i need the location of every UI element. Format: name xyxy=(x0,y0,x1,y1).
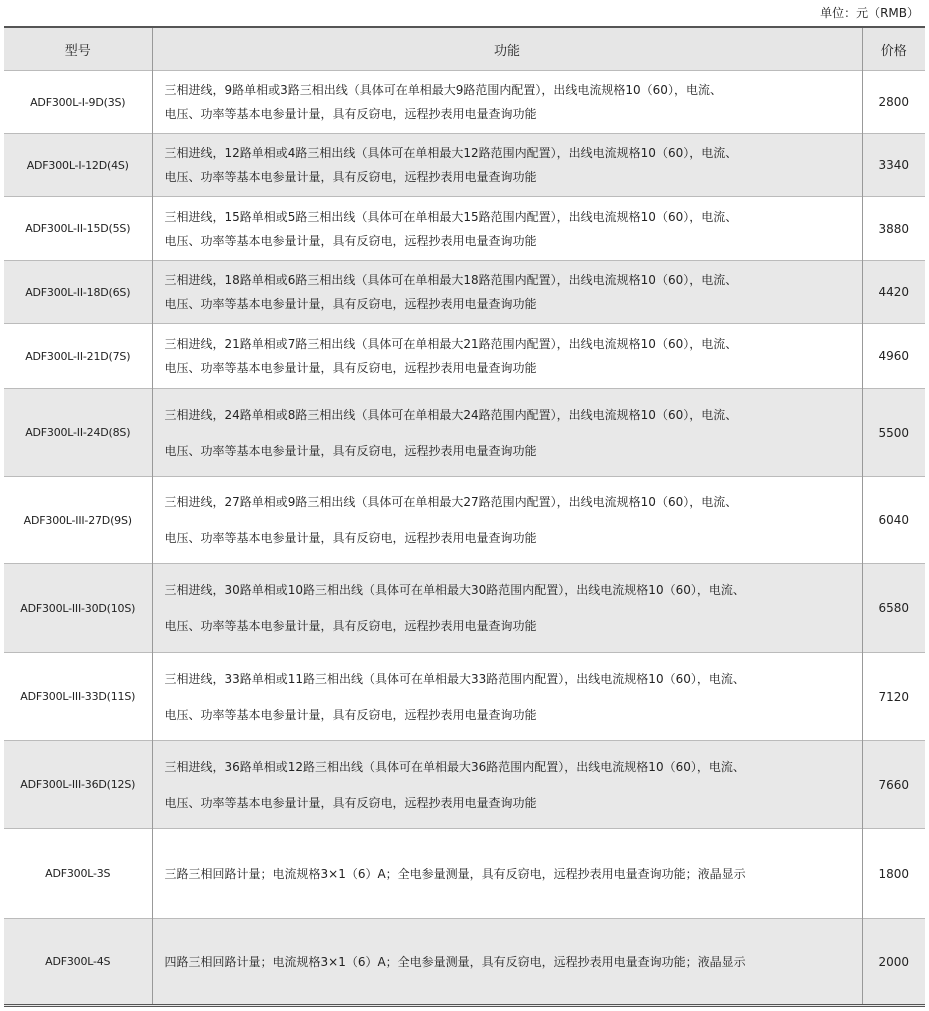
function-line-1: 三相进线，15路单相或5路三相出线（具体可在单相最大15路范围内配置），出线电流规格10（60），电流、 xyxy=(164,209,738,224)
function-line-1: 三相进线，18路单相或6路三相出线（具体可在单相最大18路范围内配置），出线电流规格10（60），电流、 xyxy=(164,273,738,287)
function-cell xyxy=(152,919,862,1006)
table-header-row xyxy=(4,27,925,71)
function-line-2: 电压、功率等基本电参量计量，具有反窃电，远程抄表用电量查询功能 xyxy=(164,107,537,121)
price-cell: 4420 xyxy=(862,261,925,324)
price-cell: 2000 xyxy=(862,919,925,1006)
function-line-2: 电压、功率等基本电参量计量，具有反窃电，远程抄表用电量查询功能 xyxy=(164,233,537,248)
table-row xyxy=(4,324,925,389)
model-cell: ADF300L-III-27D(9S) xyxy=(4,477,152,564)
function-line-1: 三相进线，36路单相或12路三相出线（具体可在单相最大36路范围内配置），出线电流规格10（60），电流、 xyxy=(164,759,745,774)
function-cell xyxy=(152,324,862,389)
table-row xyxy=(4,134,925,197)
model-cell: ADF300L-III-30D(10S) xyxy=(4,564,152,653)
model-cell: ADF300L-II-15D(5S) xyxy=(4,197,152,261)
price-cell: 3880 xyxy=(862,197,925,261)
model-cell: ADF300L-II-24D(8S) xyxy=(4,389,152,477)
function-cell xyxy=(152,829,862,919)
function-line-1: 四路三相回路计量；电流规格3×1（6）A；全电参量测量，具有反窃电，远程抄表用电量查询功能；液晶显示 xyxy=(164,954,746,969)
price-cell: 3340 xyxy=(862,134,925,197)
function-cell xyxy=(152,389,862,477)
table-row xyxy=(4,71,925,134)
table-row xyxy=(4,261,925,324)
table-row xyxy=(4,389,925,477)
model-cell: ADF300L-III-33D(11S) xyxy=(4,653,152,741)
function-line-1: 三相进线，27路单相或9路三相出线（具体可在单相最大27路范围内配置），出线电流规格10（60），电流、 xyxy=(164,495,738,509)
function-cell xyxy=(152,261,862,324)
function-line-1: 三路三相回路计量；电流规格3×1（6）A；全电参量测量，具有反窃电，远程抄表用电量查询功能；液晶显示 xyxy=(164,866,746,881)
model-cell: ADF300L-4S xyxy=(4,919,152,1006)
price-cell: 1800 xyxy=(862,829,925,919)
model-cell: ADF300L-3S xyxy=(4,829,152,919)
price-cell: 5500 xyxy=(862,389,925,477)
table-row xyxy=(4,653,925,741)
model-cell: ADF300L-II-21D(7S) xyxy=(4,324,152,389)
function-line-1: 三相进线，9路单相或3路三相出线（具体可在单相最大9路范围内配置），出线电流规格10（60），电流、 xyxy=(164,83,722,97)
header-function: 功能 xyxy=(152,27,862,71)
function-cell xyxy=(152,197,862,261)
price-cell: 4960 xyxy=(862,324,925,389)
model-cell: ADF300L-I-9D(3S) xyxy=(4,71,152,134)
table-row xyxy=(4,919,925,1006)
function-line-2: 电压、功率等基本电参量计量，具有反窃电，远程抄表用电量查询功能 xyxy=(164,443,537,458)
function-line-1: 三相进线，12路单相或4路三相出线（具体可在单相最大12路范围内配置），出线电流规格10（60），电流、 xyxy=(164,146,738,160)
function-cell xyxy=(152,564,862,653)
price-cell: 2800 xyxy=(862,71,925,134)
function-line-2: 电压、功率等基本电参量计量，具有反窃电，远程抄表用电量查询功能 xyxy=(164,707,537,722)
header-model: 型号 xyxy=(4,27,152,71)
unit-label: 单位：元（RMB） xyxy=(820,6,919,20)
price-table xyxy=(4,26,925,1007)
price-cell: 6040 xyxy=(862,477,925,564)
table-row xyxy=(4,741,925,829)
function-line-2: 电压、功率等基本电参量计量，具有反窃电，远程抄表用电量查询功能 xyxy=(164,361,537,375)
function-cell xyxy=(152,134,862,197)
price-cell: 7660 xyxy=(862,741,925,829)
function-line-2: 电压、功率等基本电参量计量，具有反窃电，远程抄表用电量查询功能 xyxy=(164,170,537,184)
function-line-2: 电压、功率等基本电参量计量，具有反窃电，远程抄表用电量查询功能 xyxy=(164,619,537,633)
function-cell xyxy=(152,741,862,829)
model-cell: ADF300L-II-18D(6S) xyxy=(4,261,152,324)
price-cell: 6580 xyxy=(862,564,925,653)
table-row xyxy=(4,564,925,653)
function-cell xyxy=(152,653,862,741)
model-cell: ADF300L-III-36D(12S) xyxy=(4,741,152,829)
function-line-1: 三相进线，24路单相或8路三相出线（具体可在单相最大24路范围内配置），出线电流规格10（60），电流、 xyxy=(164,407,738,422)
price-cell: 7120 xyxy=(862,653,925,741)
function-line-2: 电压、功率等基本电参量计量，具有反窃电，远程抄表用电量查询功能 xyxy=(164,795,537,810)
model-cell: ADF300L-I-12D(4S) xyxy=(4,134,152,197)
table-row xyxy=(4,477,925,564)
table-row xyxy=(4,197,925,261)
function-line-2: 电压、功率等基本电参量计量，具有反窃电，远程抄表用电量查询功能 xyxy=(164,297,537,311)
function-line-1: 三相进线，33路单相或11路三相出线（具体可在单相最大33路范围内配置），出线电流规格10（60），电流、 xyxy=(164,671,745,686)
header-price: 价格 xyxy=(862,27,925,71)
table-row xyxy=(4,829,925,919)
function-line-1: 三相进线，30路单相或10路三相出线（具体可在单相最大30路范围内配置），出线电流规格10（60），电流、 xyxy=(164,583,745,597)
function-line-2: 电压、功率等基本电参量计量，具有反窃电，远程抄表用电量查询功能 xyxy=(164,531,537,545)
function-line-1: 三相进线，21路单相或7路三相出线（具体可在单相最大21路范围内配置），出线电流规格10（60），电流、 xyxy=(164,337,738,351)
function-cell xyxy=(152,71,862,134)
function-cell xyxy=(152,477,862,564)
